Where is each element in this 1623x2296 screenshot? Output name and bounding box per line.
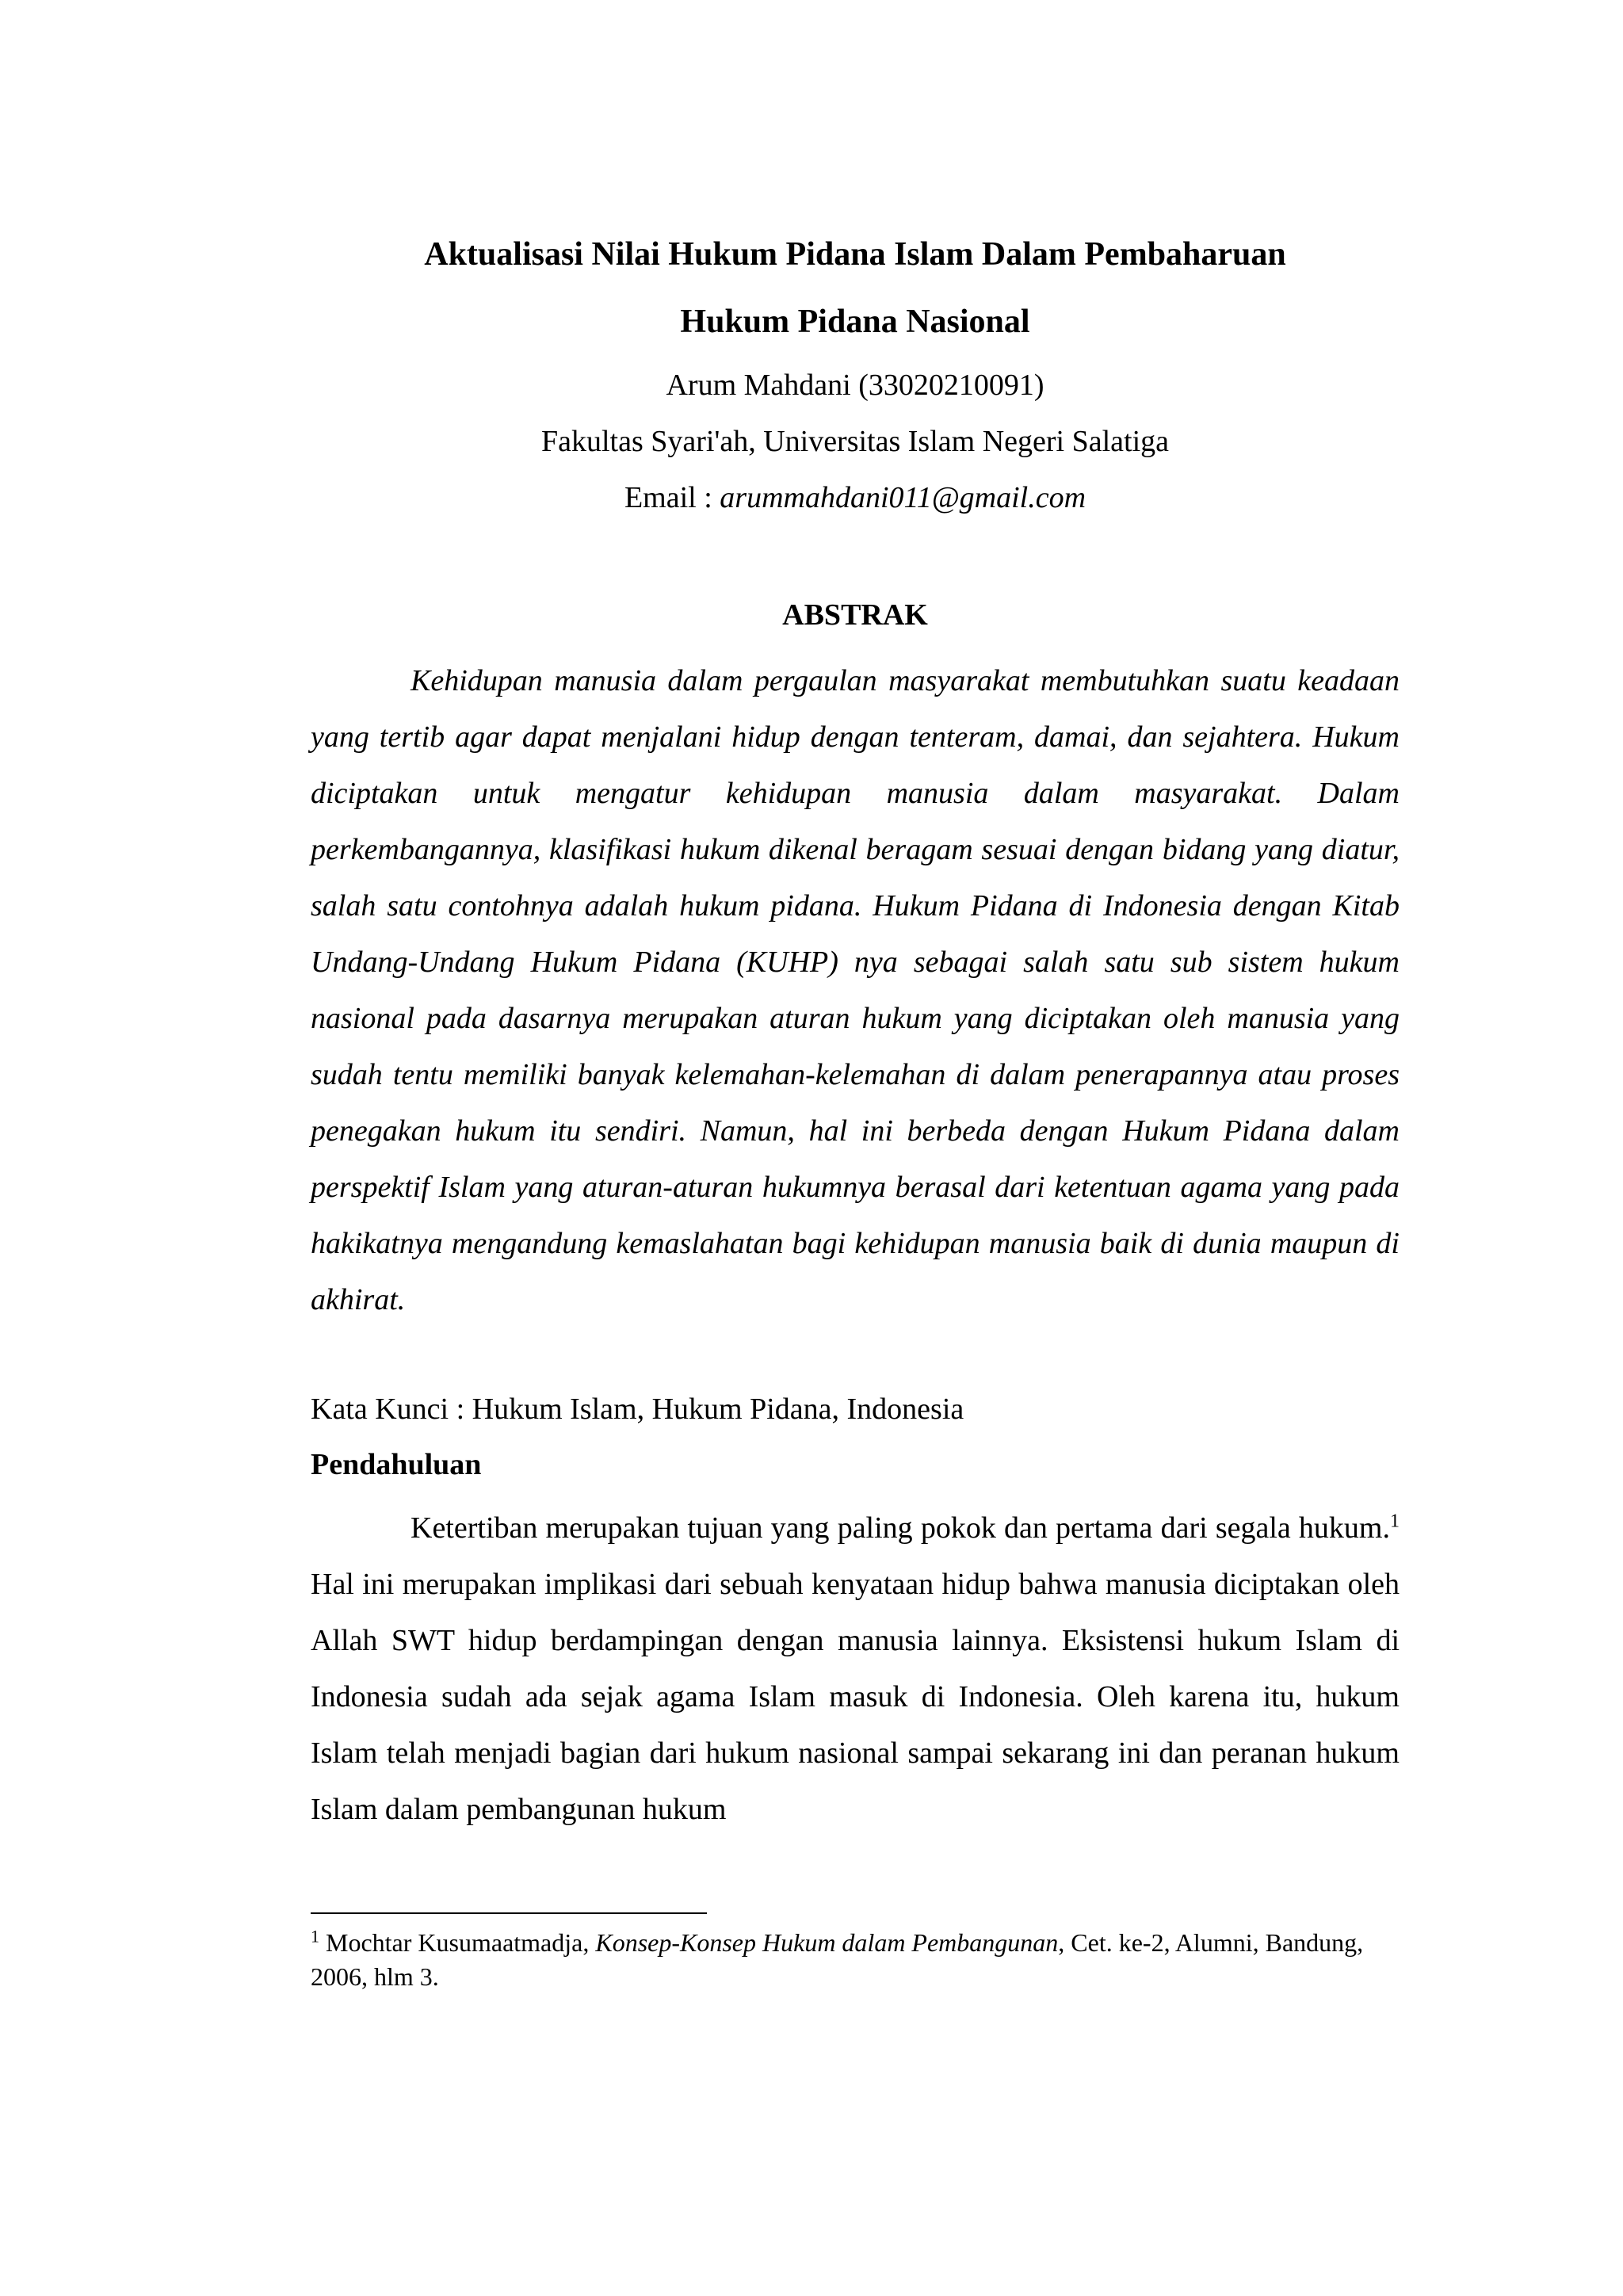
- introduction-text-part-1: Ketertiban merupakan tujuan yang paling pokok dan pertama dari segala hukum.: [411, 1511, 1390, 1545]
- introduction-text: [311, 1500, 1400, 1838]
- email-address: arummahdani011@gmail.com: [720, 481, 1086, 514]
- footnote-separator: [311, 1912, 707, 1914]
- paper-title-line-1: Aktualisasi Nilai Hukum Pidana Islam Dalam Pembaharuan: [424, 236, 1286, 273]
- email-label: Email :: [624, 481, 720, 514]
- introduction-heading: Pendahuluan: [311, 1448, 482, 1481]
- keywords-line: Kata Kunci : Hukum Islam, Hukum Pidana, Indonesia: [311, 1392, 964, 1426]
- footnote: [311, 1926, 1400, 1994]
- introduction-text-part-2: Hal ini merupakan implikasi dari sebuah kenyataan hidup bahwa manusia diciptakan oleh Allah SWT hidup berdampingan dengan manusia lainnya. Eksistensi hukum Islam di Indonesia sudah ada sejak agama Islam masuk di Indonesia. Oleh karena itu, hukum Islam telah menjadi bagian dari hukum nasional sampai sekarang ini dan peranan hukum Islam dalam pembangunan hukum: [311, 1568, 1400, 1826]
- abstract-heading: ABSTRAK: [782, 598, 928, 632]
- abstract-text: Kehidupan manusia dalam pergaulan masyarakat membutuhkan suatu keadaan yang tertib agar dapat menjalani hidup dengan tenteram, damai, dan sejahtera. Hukum diciptakan untuk mengatur kehidupan manusia dalam masyarakat. Dalam perkembangannya, klasifikasi hukum dikenal beragam sesuai dengan bidang yang diatur, salah satu contohnya adalah hukum pidana. Hukum Pidana di Indonesia dengan Kitab Undang-Undang Hukum Pidana (KUHP) nya sebagai salah satu sub sistem hukum nasional pada dasarnya merupakan aturan hukum yang diciptakan oleh manusia yang sudah tentu memiliki banyak kelemahan-kelemahan di dalam penerapannya atau proses penegakan hukum itu sendiri. Namun, hal ini berbeda dengan Hukum Pidana dalam perspektif Islam yang aturan-aturan hukumnya berasal dari ketentuan agama yang pada hakikatnya mengandung kemaslahatan bagi kehidupan manusia baik di dunia maupun di akhirat.: [311, 664, 1400, 1316]
- paper-title-line-2: Hukum Pidana Nasional: [680, 304, 1030, 340]
- footnote-mark: 1: [311, 1926, 319, 1946]
- footnote-book-title: Konsep-Konsep Hukum dalam Pembangunan: [595, 1928, 1059, 1957]
- footnote-author: Mochtar Kusumaatmadja,: [319, 1928, 596, 1957]
- footnote-publication: , Cet. ke-2, Alumni, Bandung, 2006, hlm 3.: [311, 1928, 1364, 1991]
- author-line: Arum Mahdani (33020210091): [666, 369, 1044, 402]
- affiliation-line: Fakultas Syari'ah, Universitas Islam Negeri Salatiga: [541, 425, 1169, 458]
- footnote-reference: 1: [1390, 1511, 1400, 1532]
- email-line: [311, 479, 1400, 517]
